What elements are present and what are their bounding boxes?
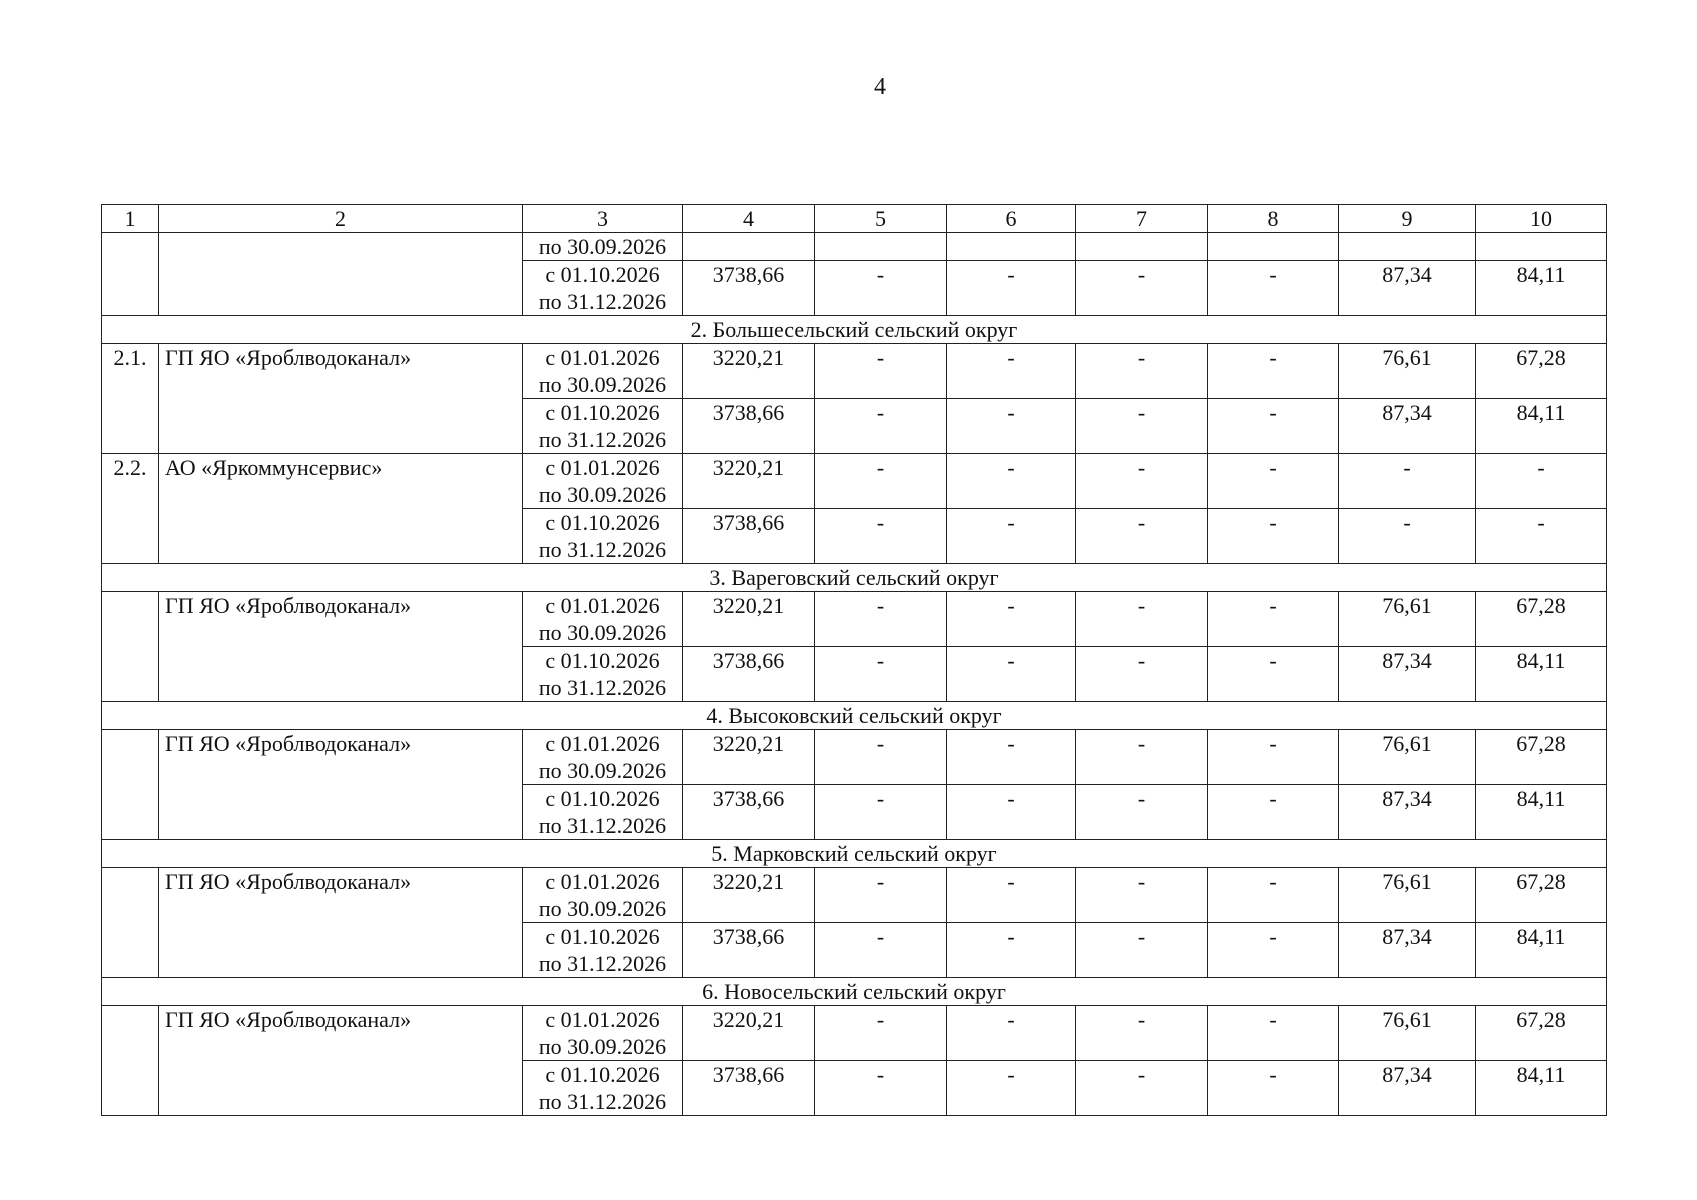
- period-cell: [523, 1061, 683, 1116]
- period-start: с 01.01.2026: [545, 345, 660, 370]
- column-header: 1: [102, 205, 159, 233]
- value-cell: -: [1076, 923, 1208, 978]
- period-end: по 31.12.2026: [538, 427, 667, 452]
- value-cell: 87,34: [1339, 1061, 1476, 1116]
- value-cell: 87,34: [1339, 923, 1476, 978]
- value-cell: -: [1076, 261, 1208, 316]
- value-cell: 84,11: [1476, 647, 1607, 702]
- value-cell: -: [815, 1061, 947, 1116]
- org-number: [102, 1006, 159, 1116]
- value-cell: -: [1076, 592, 1208, 647]
- org-name: ГП ЯО «Яроблводоканал»: [159, 730, 523, 840]
- period-end: по 31.12.2026: [538, 289, 667, 314]
- org-name: ГП ЯО «Яроблводоканал»: [159, 868, 523, 978]
- period-start: с 01.10.2026: [545, 510, 660, 535]
- section-header-row: [102, 316, 1607, 344]
- value-cell: -: [815, 923, 947, 978]
- value-cell: -: [947, 592, 1076, 647]
- column-header: 10: [1476, 205, 1607, 233]
- column-header: 5: [815, 205, 947, 233]
- section-header-row: [102, 978, 1607, 1006]
- column-header: 8: [1208, 205, 1339, 233]
- value-cell: -: [947, 509, 1076, 564]
- value-cell: -: [1476, 454, 1607, 509]
- value-cell: -: [815, 868, 947, 923]
- value-cell: 3738,66: [683, 261, 815, 316]
- value-cell: 76,61: [1339, 344, 1476, 399]
- period-start: с 01.01.2026: [545, 455, 660, 480]
- period-end: по 31.12.2026: [538, 537, 667, 562]
- period-cell: [523, 592, 683, 647]
- value-cell: 84,11: [1476, 785, 1607, 840]
- value-cell: -: [815, 399, 947, 454]
- value-cell: -: [1208, 868, 1339, 923]
- column-header: 7: [1076, 205, 1208, 233]
- period-cell: [523, 261, 683, 316]
- column-number-row: [102, 205, 1607, 233]
- value-cell: -: [947, 1061, 1076, 1116]
- value-cell: 3220,21: [683, 454, 815, 509]
- period-cell: [523, 399, 683, 454]
- value-cell: -: [1076, 1006, 1208, 1061]
- value-cell: -: [947, 1006, 1076, 1061]
- period-end: по 30.09.2026: [538, 620, 667, 645]
- tariff-row: [102, 730, 1607, 785]
- value-cell: 3738,66: [683, 647, 815, 702]
- value-cell: -: [1208, 592, 1339, 647]
- value-cell: -: [815, 730, 947, 785]
- value-cell: -: [1076, 785, 1208, 840]
- period-cell: [523, 647, 683, 702]
- value-cell: -: [1476, 509, 1607, 564]
- value-cell: -: [1208, 730, 1339, 785]
- value-cell: -: [1339, 454, 1476, 509]
- value-cell: 87,34: [1339, 261, 1476, 316]
- value-cell: -: [947, 785, 1076, 840]
- period-end: по 30.09.2026: [538, 1034, 667, 1059]
- org-name: АО «Яркоммунсервис»: [159, 454, 523, 564]
- value-cell: 67,28: [1476, 592, 1607, 647]
- value-cell: [1208, 233, 1339, 261]
- tariff-table: [101, 204, 1607, 1116]
- value-cell: -: [947, 454, 1076, 509]
- column-header: 6: [947, 205, 1076, 233]
- value-cell: -: [815, 592, 947, 647]
- period-end: по 31.12.2026: [538, 813, 667, 838]
- section-header-row: [102, 840, 1607, 868]
- value-cell: 84,11: [1476, 923, 1607, 978]
- value-cell: -: [1208, 399, 1339, 454]
- period-start: с 01.01.2026: [545, 869, 660, 894]
- value-cell: -: [1208, 261, 1339, 316]
- period-cell: [523, 233, 683, 261]
- section-title: 2. Большесельский сельский округ: [102, 316, 1607, 344]
- period-cell: [523, 344, 683, 399]
- period-cell: [523, 868, 683, 923]
- value-cell: -: [947, 399, 1076, 454]
- value-cell: 87,34: [1339, 785, 1476, 840]
- value-cell: -: [1208, 785, 1339, 840]
- value-cell: 84,11: [1476, 399, 1607, 454]
- value-cell: -: [815, 509, 947, 564]
- value-cell: -: [947, 923, 1076, 978]
- value-cell: -: [815, 454, 947, 509]
- value-cell: -: [947, 261, 1076, 316]
- period-cell: [523, 785, 683, 840]
- org-name: ГП ЯО «Яроблводоканал»: [159, 592, 523, 702]
- value-cell: 76,61: [1339, 592, 1476, 647]
- value-cell: [815, 233, 947, 261]
- column-header: 4: [683, 205, 815, 233]
- section-title: 4. Высоковский сельский округ: [102, 702, 1607, 730]
- value-cell: 3220,21: [683, 344, 815, 399]
- period-end: по 30.09.2026: [538, 758, 667, 783]
- org-number: 2.1.: [102, 344, 159, 454]
- section-header-row: [102, 702, 1607, 730]
- value-cell: [1076, 233, 1208, 261]
- value-cell: -: [1208, 647, 1339, 702]
- value-cell: -: [947, 647, 1076, 702]
- period-cell: [523, 730, 683, 785]
- section-title: 6. Новосельский сельский округ: [102, 978, 1607, 1006]
- value-cell: [683, 233, 815, 261]
- value-cell: 87,34: [1339, 647, 1476, 702]
- value-cell: 67,28: [1476, 730, 1607, 785]
- value-cell: -: [1208, 509, 1339, 564]
- value-cell: 3220,21: [683, 868, 815, 923]
- value-cell: 3220,21: [683, 592, 815, 647]
- value-cell: -: [1076, 344, 1208, 399]
- period-end: по 31.12.2026: [538, 951, 667, 976]
- period-end: по 30.09.2026: [538, 482, 667, 507]
- value-cell: -: [1076, 1061, 1208, 1116]
- value-cell: 67,28: [1476, 1006, 1607, 1061]
- period-end: по 30.09.2026: [538, 896, 667, 921]
- org-number: [102, 730, 159, 840]
- period-end: по 30.09.2026: [538, 372, 667, 397]
- tariff-row: [102, 868, 1607, 923]
- tariff-row: [102, 344, 1607, 399]
- continuation-row: [102, 233, 1607, 261]
- value-cell: 67,28: [1476, 344, 1607, 399]
- period-end: по 31.12.2026: [538, 675, 667, 700]
- value-cell: [947, 233, 1076, 261]
- value-cell: -: [1208, 923, 1339, 978]
- value-cell: 3738,66: [683, 1061, 815, 1116]
- period-start: с 01.01.2026: [545, 1007, 660, 1032]
- value-cell: -: [1076, 399, 1208, 454]
- org-name: ГП ЯО «Яроблводоканал»: [159, 344, 523, 454]
- period-start: с 01.10.2026: [545, 924, 660, 949]
- period-start: с 01.10.2026: [545, 786, 660, 811]
- page-number: 4: [874, 74, 886, 100]
- period-cell: [523, 923, 683, 978]
- column-header: 3: [523, 205, 683, 233]
- table-body: [102, 205, 1607, 1116]
- section-title: 3. Вареговский сельский округ: [102, 564, 1607, 592]
- period-start: с 01.01.2026: [545, 731, 660, 756]
- value-cell: [1339, 233, 1476, 261]
- tariff-row: [102, 454, 1607, 509]
- column-header: 2: [159, 205, 523, 233]
- value-cell: -: [1208, 1061, 1339, 1116]
- period-cell: [523, 1006, 683, 1061]
- value-cell: -: [1076, 730, 1208, 785]
- period-end: по 31.12.2026: [538, 1089, 667, 1114]
- value-cell: 76,61: [1339, 1006, 1476, 1061]
- value-cell: -: [1076, 868, 1208, 923]
- period-cell: [523, 509, 683, 564]
- section-header-row: [102, 564, 1607, 592]
- value-cell: -: [815, 785, 947, 840]
- value-cell: -: [947, 868, 1076, 923]
- tariff-row: [102, 592, 1607, 647]
- period-start: с 01.01.2026: [545, 593, 660, 618]
- value-cell: -: [1076, 647, 1208, 702]
- org-cell: [159, 233, 523, 316]
- num-cell: [102, 233, 159, 316]
- value-cell: 84,11: [1476, 1061, 1607, 1116]
- org-number: [102, 868, 159, 978]
- tariff-row: [102, 1006, 1607, 1061]
- column-header: 9: [1339, 205, 1476, 233]
- value-cell: -: [815, 1006, 947, 1061]
- value-cell: 3738,66: [683, 785, 815, 840]
- value-cell: -: [1208, 1006, 1339, 1061]
- value-cell: 3220,21: [683, 1006, 815, 1061]
- value-cell: 3738,66: [683, 399, 815, 454]
- value-cell: -: [815, 344, 947, 399]
- value-cell: -: [1339, 509, 1476, 564]
- value-cell: -: [815, 261, 947, 316]
- value-cell: -: [1076, 454, 1208, 509]
- period-start: с 01.10.2026: [545, 400, 660, 425]
- section-title: 5. Марковский сельский округ: [102, 840, 1607, 868]
- value-cell: 76,61: [1339, 730, 1476, 785]
- period-start: с 01.10.2026: [545, 648, 660, 673]
- period-start: с 01.10.2026: [545, 1062, 660, 1087]
- value-cell: 3220,21: [683, 730, 815, 785]
- value-cell: 84,11: [1476, 261, 1607, 316]
- value-cell: 67,28: [1476, 868, 1607, 923]
- value-cell: 87,34: [1339, 399, 1476, 454]
- value-cell: -: [1208, 454, 1339, 509]
- org-number: 2.2.: [102, 454, 159, 564]
- value-cell: 3738,66: [683, 923, 815, 978]
- org-name: ГП ЯО «Яроблводоканал»: [159, 1006, 523, 1116]
- value-cell: -: [947, 344, 1076, 399]
- value-cell: [1476, 233, 1607, 261]
- value-cell: -: [947, 730, 1076, 785]
- org-number: [102, 592, 159, 702]
- value-cell: 76,61: [1339, 868, 1476, 923]
- value-cell: 3738,66: [683, 509, 815, 564]
- value-cell: -: [1076, 509, 1208, 564]
- period-start: с 01.10.2026: [545, 262, 660, 287]
- period-end: по 30.09.2026: [538, 234, 667, 259]
- value-cell: -: [1208, 344, 1339, 399]
- period-cell: [523, 454, 683, 509]
- value-cell: -: [815, 647, 947, 702]
